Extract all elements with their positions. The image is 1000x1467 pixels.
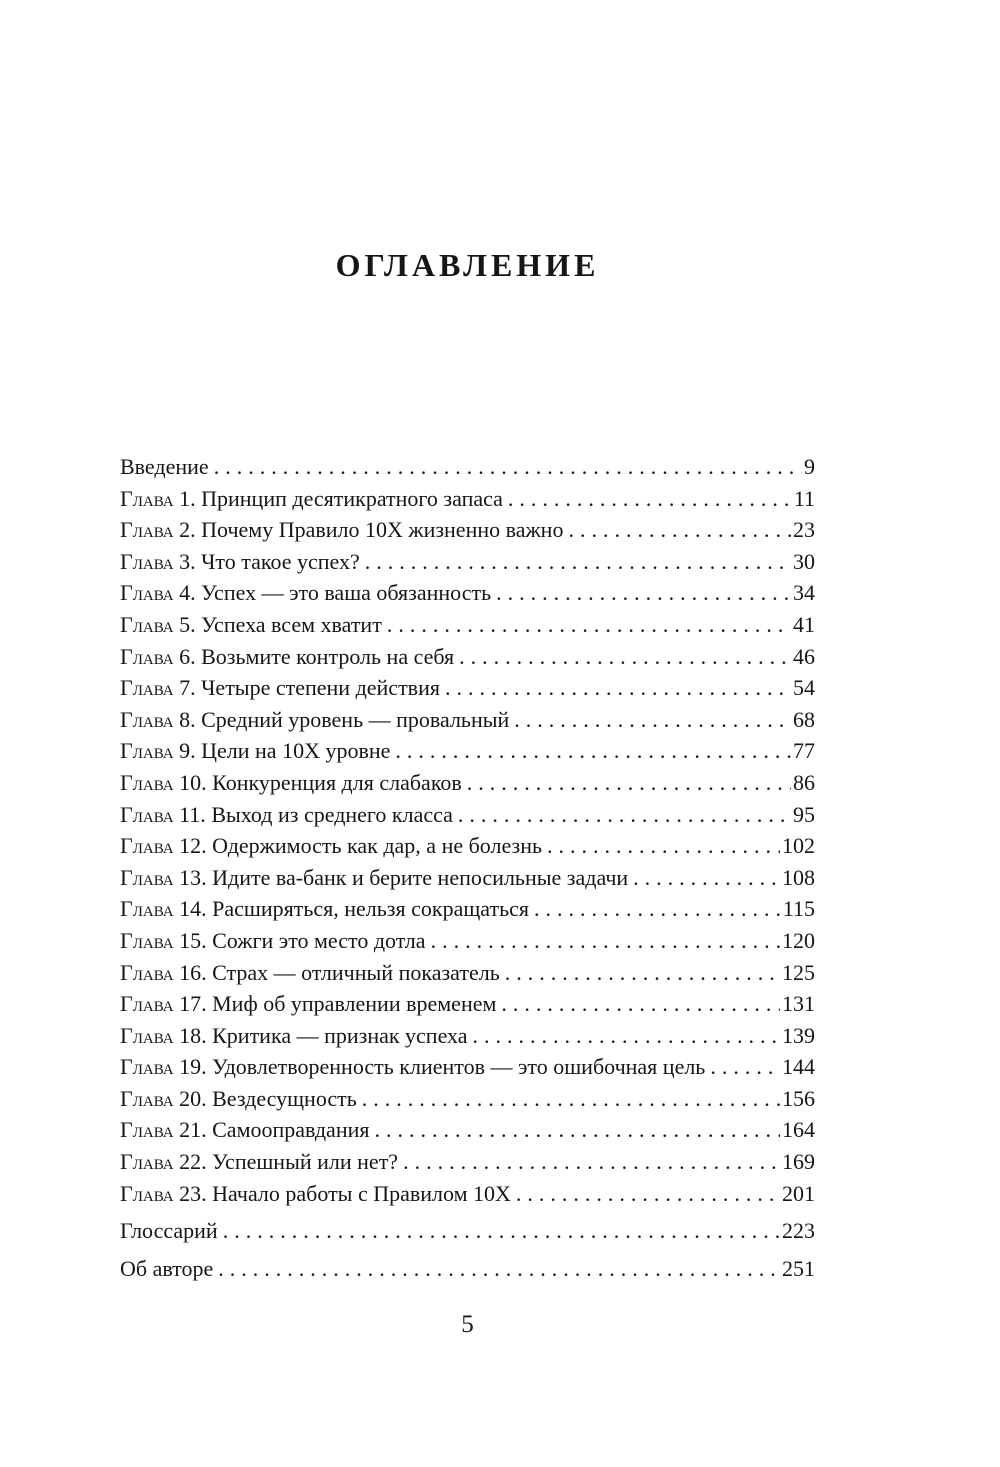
toc-entry-page: 131 bbox=[782, 991, 815, 1017]
toc-entry-title: Расширяться, нельзя сокращаться bbox=[212, 896, 529, 922]
dot-leader bbox=[218, 1215, 780, 1247]
dot-leader bbox=[628, 862, 780, 894]
toc-entry-chapter-label: Глава 14. bbox=[120, 896, 207, 922]
toc-entry-title: Конкуренция для слабаков bbox=[212, 769, 462, 795]
toc-entry-title: Глоссарий bbox=[120, 1218, 218, 1244]
toc-entry-title: Страх — отличный показатель bbox=[212, 959, 500, 985]
toc-entry-text bbox=[120, 483, 503, 515]
dot-leader bbox=[509, 704, 791, 736]
page-number: 5 bbox=[461, 1311, 474, 1338]
dot-leader bbox=[440, 672, 791, 704]
toc-entry-chapter-label: Глава 17. bbox=[120, 991, 207, 1017]
dot-leader bbox=[382, 609, 791, 641]
toc-entry bbox=[120, 925, 815, 957]
toc-entry-chapter-label: Глава 8. bbox=[120, 706, 196, 732]
toc-entry-chapter-label: Глава 23. bbox=[120, 1180, 207, 1206]
toc-entry-page: 223 bbox=[782, 1218, 815, 1244]
toc-entry-chapter-label: Глава 3. bbox=[120, 548, 196, 574]
toc-entry-text bbox=[120, 1020, 468, 1052]
dot-leader bbox=[705, 1051, 780, 1083]
dot-leader bbox=[542, 830, 780, 862]
toc-entry-chapter-label: Глава 13. bbox=[120, 864, 207, 890]
toc-entry-page: 54 bbox=[793, 675, 815, 701]
toc-entry bbox=[120, 1215, 815, 1247]
toc-entry-title: Удовлетворенность клиентов — это ошибочная цель bbox=[212, 1054, 706, 1080]
toc-entry bbox=[120, 830, 815, 862]
toc-entry-chapter-label: Глава 12. bbox=[120, 833, 207, 859]
toc-entry-chapter-label: Глава 10. bbox=[120, 769, 207, 795]
dot-leader bbox=[426, 925, 780, 957]
toc-entry-page: 23 bbox=[793, 517, 815, 543]
toc-entry-title: Успех — это ваша обязанность bbox=[201, 580, 492, 606]
toc-entry-title: Об авторе bbox=[120, 1255, 214, 1281]
toc-entry-title: Успешный или нет? bbox=[212, 1149, 399, 1175]
toc-entry-page: 41 bbox=[793, 611, 815, 637]
toc-entry-title: Одержимость как дар, а не болезнь bbox=[212, 833, 543, 859]
toc-entry-chapter-label: Глава 5. bbox=[120, 611, 196, 637]
toc-entry-page: 156 bbox=[782, 1085, 815, 1111]
toc-entry-page: 34 bbox=[793, 580, 815, 606]
dot-leader bbox=[462, 767, 791, 799]
toc-entry-text bbox=[120, 1146, 398, 1178]
dot-leader bbox=[491, 577, 791, 609]
toc-entry-chapter-label: Глава 2. bbox=[120, 517, 196, 543]
toc-entry-text bbox=[120, 672, 440, 704]
toc-entry bbox=[120, 546, 815, 578]
toc-entry-text bbox=[120, 514, 563, 546]
dot-leader bbox=[213, 1253, 780, 1285]
page-title: ОГЛАВЛЕНИЕ bbox=[335, 247, 600, 283]
toc-entry-page: 95 bbox=[793, 801, 815, 827]
toc-entry-chapter-label: Глава 21. bbox=[120, 1117, 207, 1143]
toc-entry-text bbox=[120, 546, 360, 578]
toc-entry-page: 201 bbox=[782, 1180, 815, 1206]
toc-entry-title: Что такое успех? bbox=[201, 548, 360, 574]
toc-entry bbox=[120, 1051, 815, 1083]
toc-entry-title: Возьмите контроль на себя bbox=[201, 643, 455, 669]
dot-leader bbox=[503, 483, 792, 515]
dot-leader bbox=[390, 735, 791, 767]
toc-entry-text bbox=[120, 1083, 357, 1115]
toc-entry-chapter-label: Глава 19. bbox=[120, 1054, 207, 1080]
toc-entry bbox=[120, 1253, 815, 1285]
toc-entry-page: 46 bbox=[793, 643, 815, 669]
dot-leader bbox=[360, 546, 791, 578]
toc-entry-page: 144 bbox=[782, 1054, 815, 1080]
toc-entry-title: Критика — признак успеха bbox=[212, 1022, 468, 1048]
toc-entry-page: 108 bbox=[782, 864, 815, 890]
toc-entry-title: Самооправдания bbox=[212, 1117, 370, 1143]
toc-entry bbox=[120, 577, 815, 609]
toc-entry bbox=[120, 767, 815, 799]
toc-entry-title: Успеха всем хватит bbox=[201, 611, 382, 637]
toc-entry bbox=[120, 862, 815, 894]
dot-leader bbox=[209, 451, 802, 483]
dot-leader bbox=[500, 957, 780, 989]
toc-entry-page: 115 bbox=[782, 896, 815, 922]
toc-entry-text bbox=[120, 925, 426, 957]
toc-entry bbox=[120, 1020, 815, 1052]
toc-entry-text bbox=[120, 1051, 705, 1083]
toc-entry-title: Вездесущность bbox=[212, 1085, 357, 1111]
toc-entry-page: 30 bbox=[793, 548, 815, 574]
toc-entry-chapter-label: Глава 20. bbox=[120, 1085, 207, 1111]
toc-entry-text bbox=[120, 988, 496, 1020]
toc-entry bbox=[120, 957, 815, 989]
toc-entry-text bbox=[120, 735, 390, 767]
toc-entry-page: 120 bbox=[782, 927, 815, 953]
toc-entry-title: Почему Правило 10X жизненно важно bbox=[201, 517, 564, 543]
toc-entry bbox=[120, 1146, 815, 1178]
toc-entry-page: 68 bbox=[793, 706, 815, 732]
toc-entry-text bbox=[120, 1253, 213, 1285]
toc-entry-page: 139 bbox=[782, 1022, 815, 1048]
dot-leader bbox=[357, 1083, 780, 1115]
toc-entry-chapter-label: Глава 22. bbox=[120, 1149, 207, 1175]
toc-entry-text bbox=[120, 767, 462, 799]
dot-leader bbox=[563, 514, 791, 546]
toc-entry bbox=[120, 1178, 815, 1210]
toc-entry-text bbox=[120, 451, 209, 483]
toc-entry bbox=[120, 514, 815, 546]
toc-entry-chapter-label: Глава 7. bbox=[120, 675, 196, 701]
toc-entry-chapter-label: Глава 18. bbox=[120, 1022, 207, 1048]
toc-entry-title: Принцип десятикратного запаса bbox=[201, 485, 503, 511]
toc-entry-page: 102 bbox=[782, 833, 815, 859]
toc-entry-chapter-label: Глава 6. bbox=[120, 643, 196, 669]
toc-entry bbox=[120, 735, 815, 767]
toc-entry bbox=[120, 893, 815, 925]
toc-entry-chapter-label: Глава 11. bbox=[120, 801, 206, 827]
dot-leader bbox=[454, 641, 791, 673]
toc-entry bbox=[120, 609, 815, 641]
toc-entry-title: Сожги это место дотла bbox=[212, 927, 426, 953]
toc-entry-text bbox=[120, 862, 628, 894]
toc-entry bbox=[120, 641, 815, 673]
toc-entry-chapter-label: Глава 15. bbox=[120, 927, 207, 953]
toc-entry-text bbox=[120, 1178, 511, 1210]
dot-leader bbox=[370, 1114, 781, 1146]
dot-leader bbox=[511, 1178, 780, 1210]
toc-entry-page: 169 bbox=[782, 1149, 815, 1175]
toc-entry-title: Четыре степени действия bbox=[201, 675, 440, 701]
toc-list bbox=[120, 451, 815, 1284]
toc-entry bbox=[120, 1083, 815, 1115]
toc-entry-title: Начало работы с Правилом 10X bbox=[212, 1180, 511, 1206]
toc-entry bbox=[120, 451, 815, 483]
toc-entry-text bbox=[120, 893, 529, 925]
toc-entry bbox=[120, 704, 815, 736]
toc-entry-text bbox=[120, 641, 454, 673]
dot-leader bbox=[529, 893, 781, 925]
toc-entry-chapter-label: Глава 4. bbox=[120, 580, 196, 606]
toc-entry bbox=[120, 672, 815, 704]
dot-leader bbox=[398, 1146, 780, 1178]
toc-entry-text bbox=[120, 830, 542, 862]
dot-leader bbox=[468, 1020, 780, 1052]
toc-entry-text bbox=[120, 577, 491, 609]
toc-entry-text bbox=[120, 957, 500, 989]
toc-entry-title: Идите ва-банк и берите непосильные задачи bbox=[212, 864, 629, 890]
toc-entry-page: 125 bbox=[782, 959, 815, 985]
toc-entry-text bbox=[120, 1114, 370, 1146]
toc-entry-page: 164 bbox=[782, 1117, 815, 1143]
toc-entry-title: Выход из среднего класса bbox=[211, 801, 453, 827]
toc-entry-page: 77 bbox=[793, 738, 815, 764]
dot-leader bbox=[453, 799, 791, 831]
toc-entry-page: 86 bbox=[793, 769, 815, 795]
toc-entry-page: 9 bbox=[804, 454, 815, 479]
toc-entry-page: 251 bbox=[782, 1255, 815, 1281]
toc-entry-page: 11 bbox=[793, 485, 815, 511]
toc-entry-title: Цели на 10X уровне bbox=[201, 738, 391, 764]
toc-entry-title: Средний уровень — провальный bbox=[201, 706, 510, 732]
toc-entry-title: Введение bbox=[120, 454, 209, 479]
toc-entry-chapter-label: Глава 9. bbox=[120, 738, 196, 764]
toc-entry bbox=[120, 1114, 815, 1146]
toc-entry-chapter-label: Глава 16. bbox=[120, 959, 207, 985]
toc-entry-text bbox=[120, 704, 509, 736]
toc-entry-text bbox=[120, 609, 382, 641]
toc-entry-title: Миф об управлении временем bbox=[212, 991, 497, 1017]
toc-entry bbox=[120, 799, 815, 831]
toc-entry-chapter-label: Глава 1. bbox=[120, 485, 196, 511]
toc-entry bbox=[120, 483, 815, 515]
dot-leader bbox=[496, 988, 780, 1020]
toc-entry-text bbox=[120, 799, 453, 831]
toc-entry bbox=[120, 988, 815, 1020]
toc-entry-text bbox=[120, 1215, 218, 1247]
